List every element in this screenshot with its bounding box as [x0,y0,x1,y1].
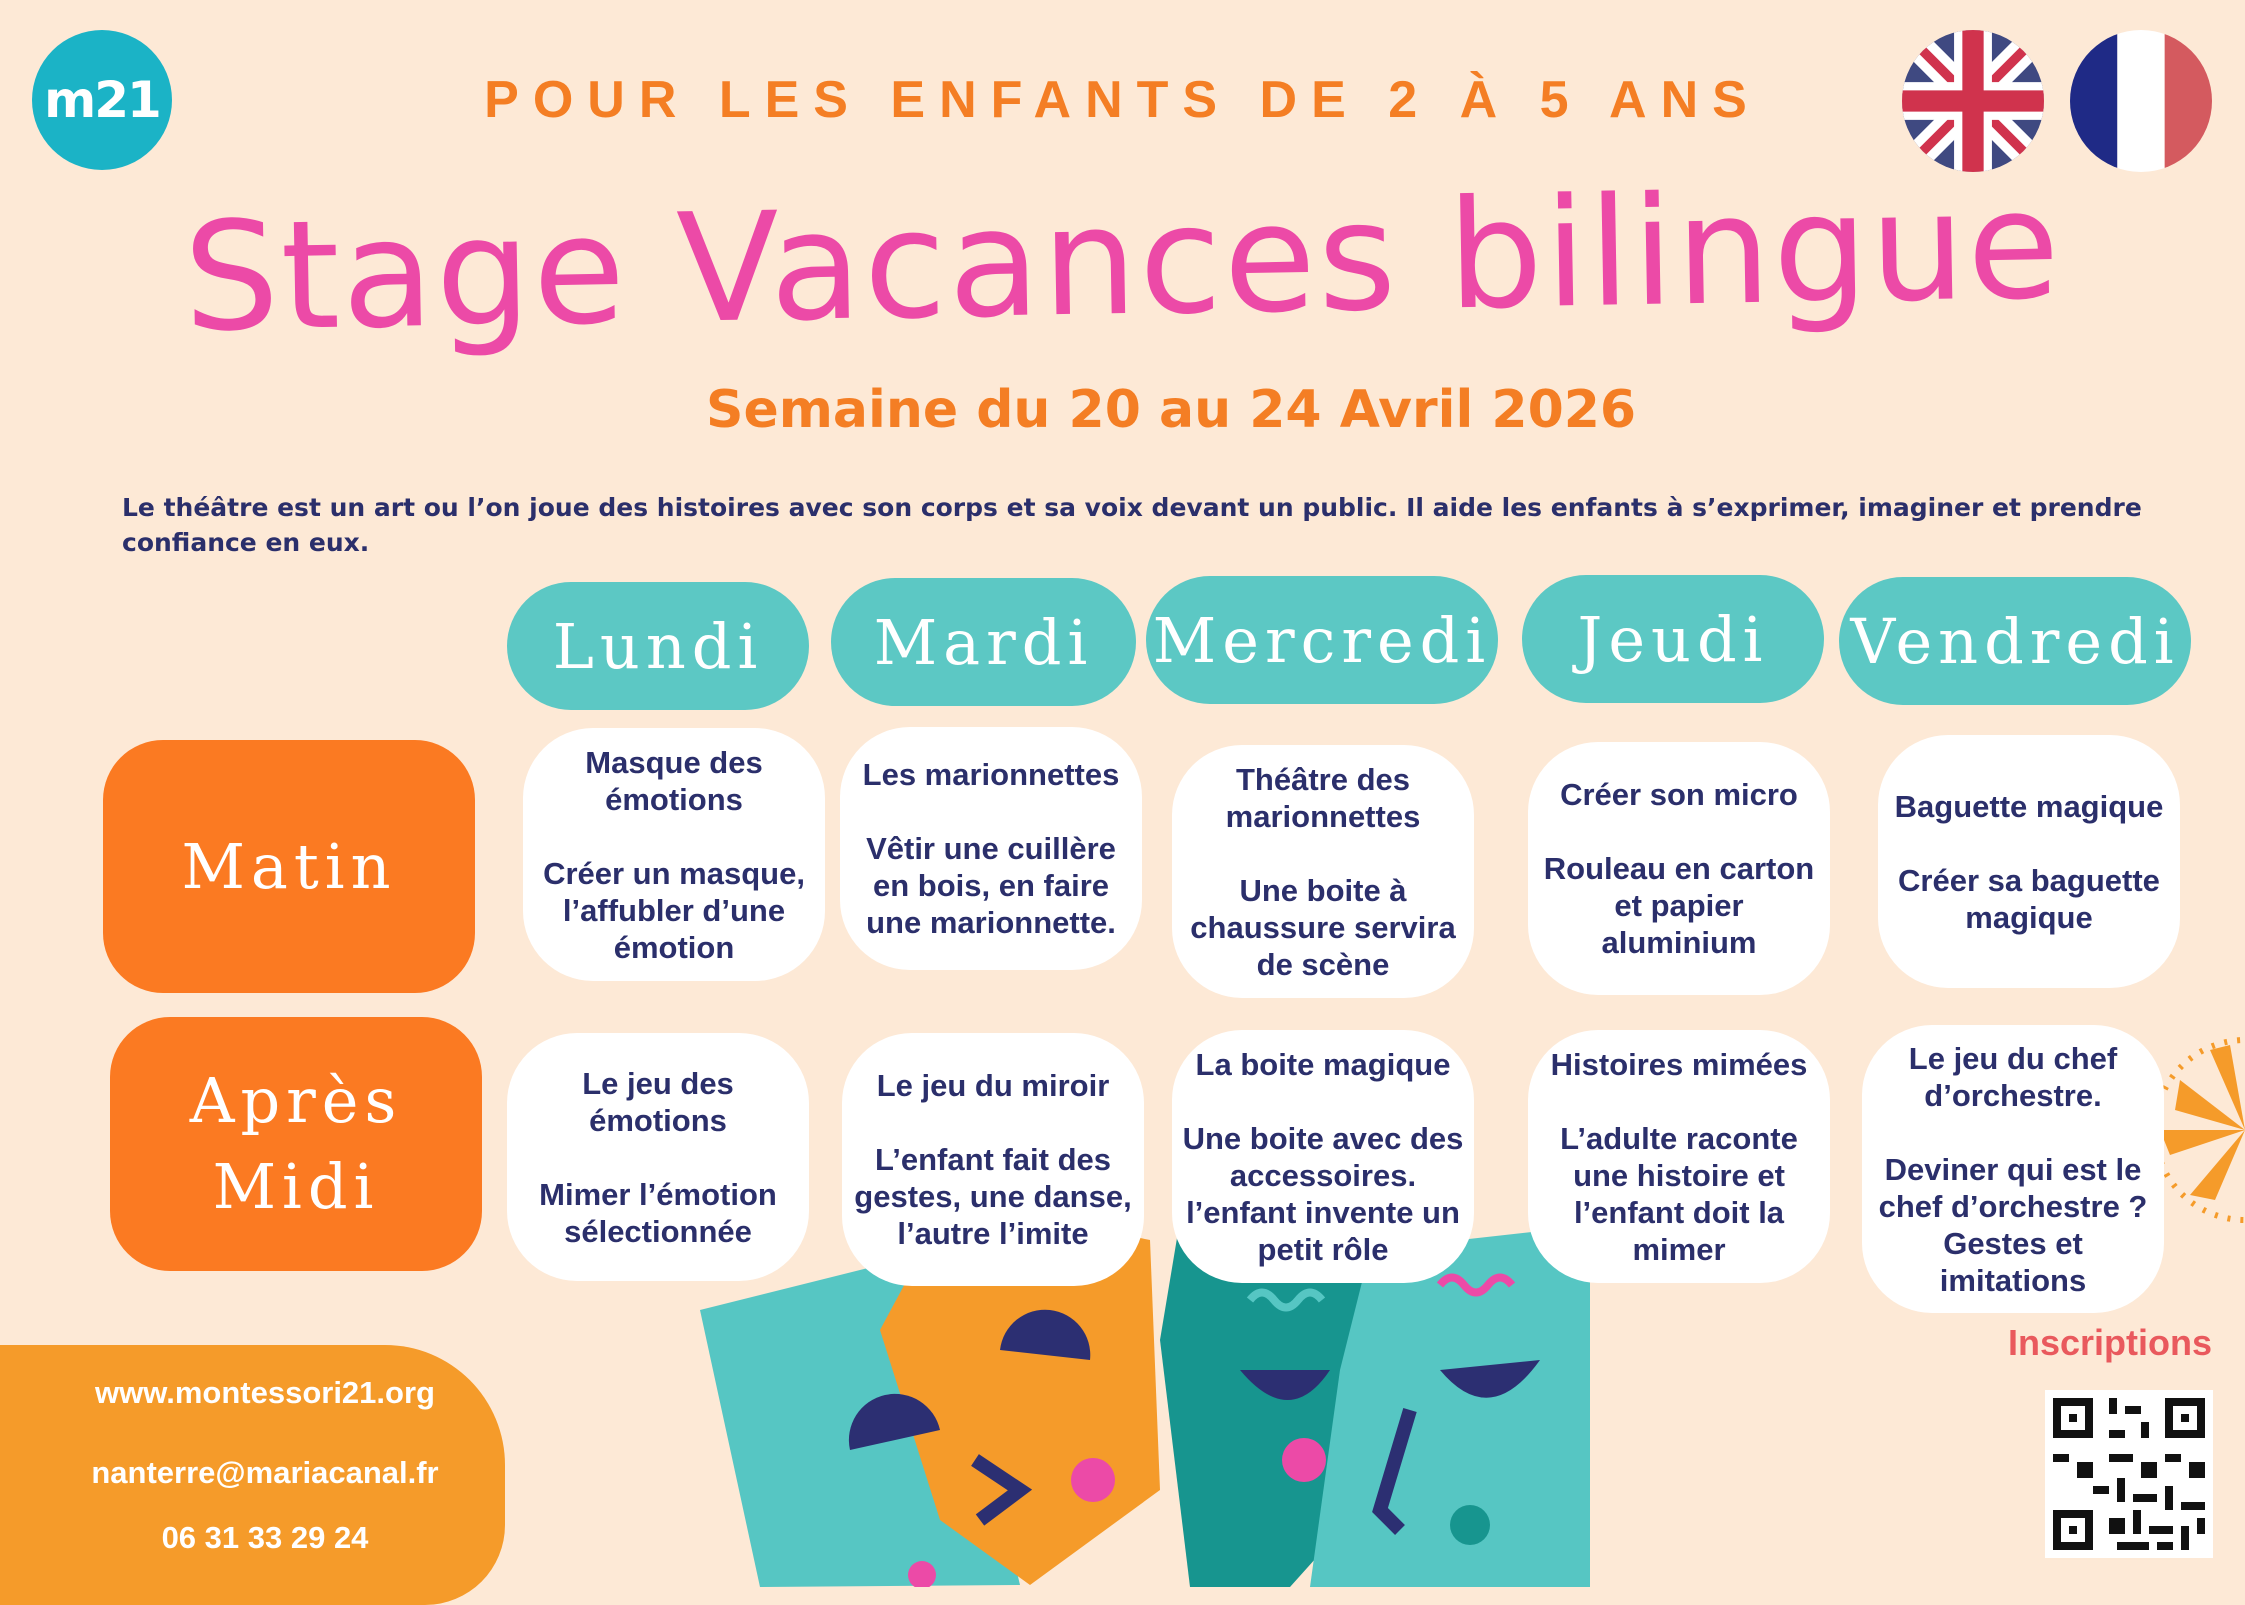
week-dates: Semaine du 20 au 24 Avril 2026 [706,380,1637,440]
activity-description: Créer sa baguette magique [1898,862,2160,935]
logo-text: m21 [44,71,160,129]
activity-title: Histoires mimées [1550,1046,1808,1082]
activity-title: Baguette magique [1894,788,2164,824]
activity-title: Le jeu du chef d’orchestre. [1908,1040,2118,1113]
qr-code[interactable] [2045,1390,2213,1558]
activity-card-jeudi-apres-midi [1528,1030,1830,1283]
activity-card-mardi-apres-midi [842,1033,1144,1286]
email-link[interactable]: nanterre@mariacanal.fr [91,1455,439,1490]
period-matin [103,740,475,993]
activity-description: Mimer l’émotion sélectionnée [539,1176,777,1249]
activity-card-mardi-matin [840,727,1142,970]
age-tagline: POUR LES ENFANTS DE 2 À 5 ANS [484,71,1761,129]
activity-description: Créer un masque, l’affubler d’une émotion [543,855,805,965]
activity-title: Les marionnettes [862,757,1120,792]
period-apres-label: Après [189,1064,403,1137]
activity-card-jeudi-matin [1528,742,1830,995]
activity-description: Vêtir une cuillère en bois, en faire une marionnette. [866,831,1116,940]
intro-paragraph: Le théâtre est un art ou l’on joue des histoires avec son corps et sa voix devant un public. Il aide les enfants à s’exprimer, imaginer et prendre confiance en eux. [122,493,2142,557]
activity-description: Une boite avec des accessoires. l’enfant invente un petit rôle [1182,1120,1464,1267]
page-title: Stage Vacances bilingue [182,158,2063,366]
activity-card-lundi-apres-midi [507,1033,809,1281]
activity-card-lundi-matin [523,728,825,981]
activity-description: L’adulte raconte une histoire et l’enfant doit la mimer [1560,1120,1798,1267]
activity-card-mercredi-matin [1172,745,1474,998]
period-apres-midi [110,1017,482,1271]
activity-title: Théâtre des marionnettes [1225,761,1421,834]
activity-title: Masque des émotions [585,744,763,817]
activity-card-vendredi-matin [1878,735,2180,988]
day-header-lundi: Lundi [507,582,809,710]
day-header-jeudi: Jeudi [1522,575,1824,703]
phone-number[interactable]: 06 31 33 29 24 [161,1520,369,1555]
day-header-vendredi: Vendredi [1839,577,2191,705]
activity-card-vendredi-apres-midi [1862,1025,2164,1313]
activity-card-mercredi-apres-midi [1172,1030,1474,1283]
activity-title: Le jeu du miroir [876,1068,1110,1103]
inscriptions-label: Inscriptions [2008,1322,2213,1363]
day-header-mardi: Mardi [831,578,1136,706]
activity-description: Une boite à chaussure servira de scène [1190,872,1456,982]
period-midi-label: Midi [212,1150,380,1223]
activity-title: Le jeu des émotions [582,1065,734,1138]
website-link[interactable]: www.montessori21.org [95,1375,435,1410]
activity-description: L’enfant fait des gestes, une danse, l’autre l’imite [854,1142,1132,1251]
activity-title: La boite magique [1195,1046,1451,1082]
activity-description: Deviner qui est le chef d’orchestre ? Gestes et imitations [1878,1151,2148,1298]
activity-title: Créer son micro [1560,777,1798,812]
day-header-mercredi: Mercredi [1146,576,1498,704]
activity-description: Rouleau en carton et papier aluminium [1543,851,1815,960]
period-matin-label: Matin [181,829,397,903]
